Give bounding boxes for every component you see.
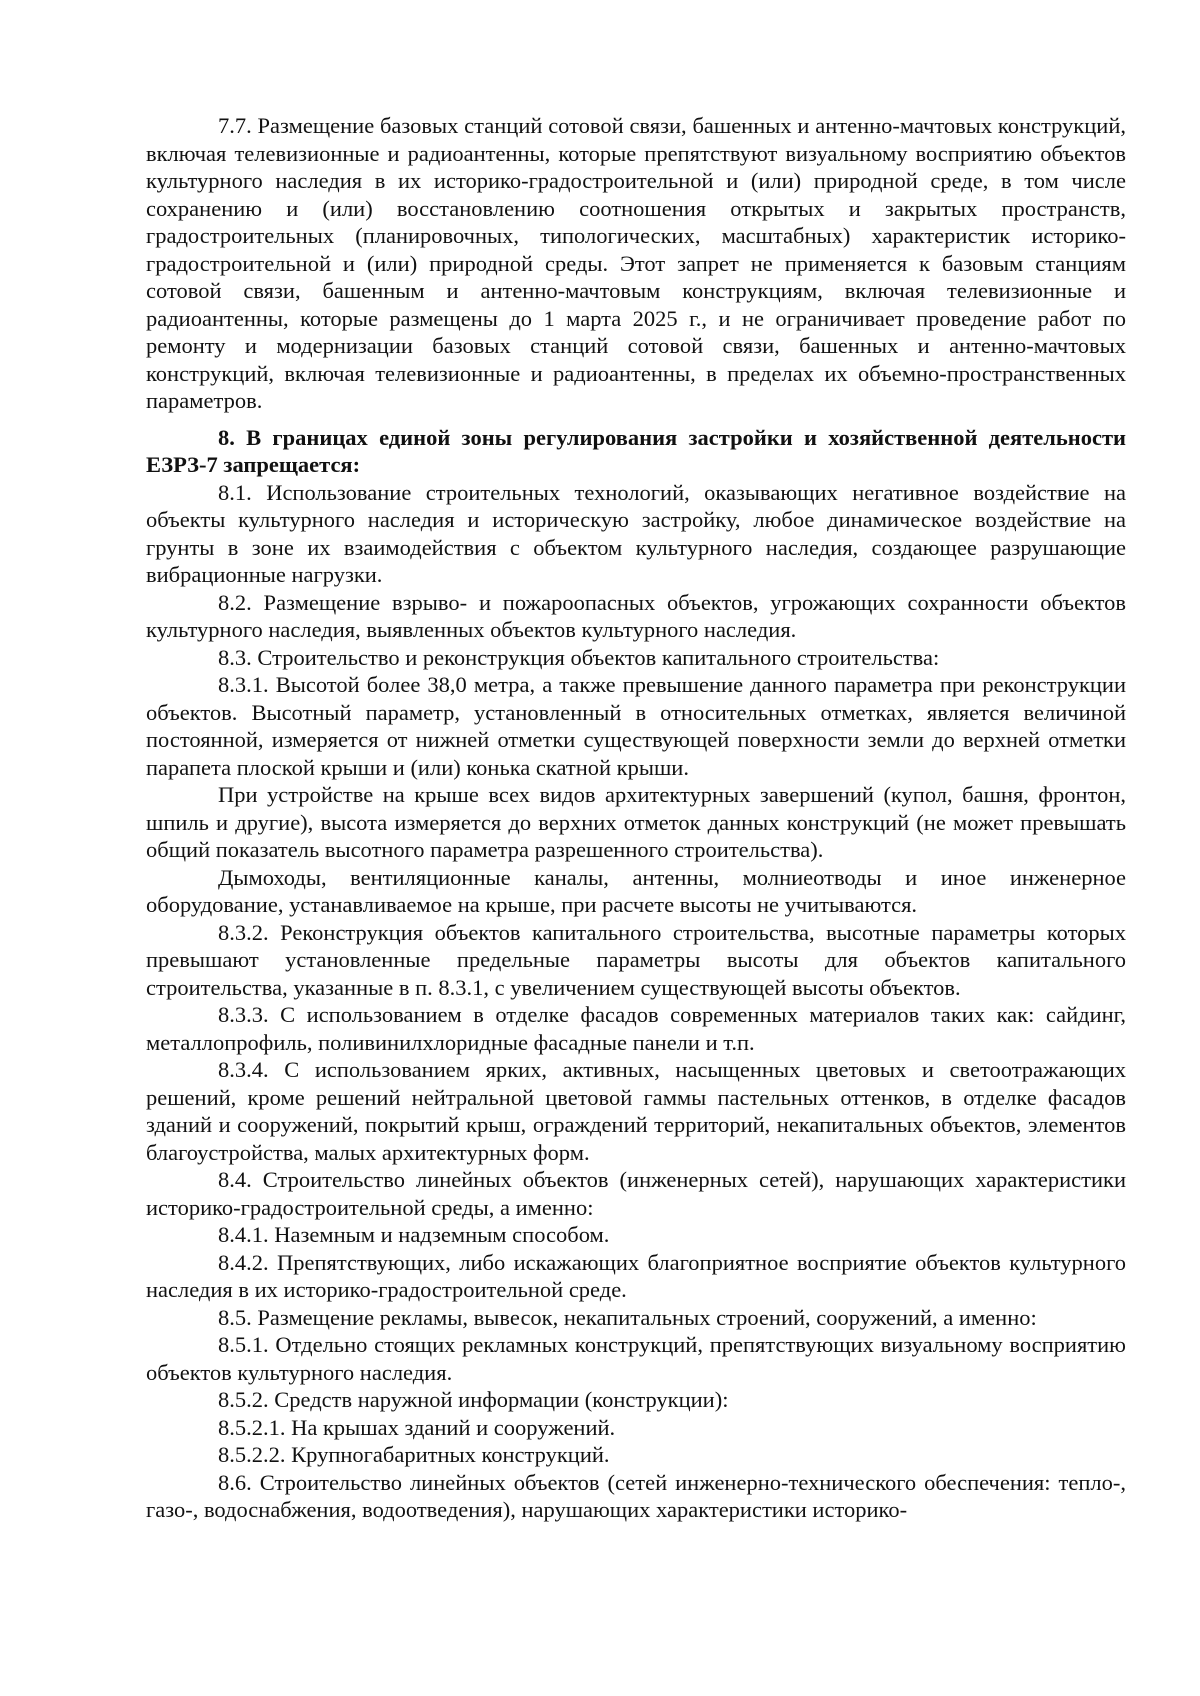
paragraph-8-5-2-2: 8.5.2.2. Крупногабаритных конструкций. [218, 1442, 610, 1467]
paragraph-8-4-1: 8.4.1. Наземным и надземным способом. [218, 1222, 610, 1247]
paragraph-8-2: 8.2. Размещение взрыво- и пожароопасных объектов, угрожающих сохранности объектов культурного наследия, выявленных объектов культурного наследия. [146, 589, 1126, 642]
paragraph-8-1: 8.1. Использование строительных технологий, оказывающих негативное воздействие на объекты культурного наследия и историческую застройку, любое динамическое воздействие на грунты в зоне их взаимодействия с объектом культурного наследия, создающее разрушающие вибрационные нагрузки. [146, 479, 1126, 587]
paragraph-8-3: 8.3. Строительство и реконструкция объектов капитального строительства: [218, 644, 940, 670]
paragraph-8-6: 8.6. Строительство линейных объектов (сетей инженерно-технического обеспечения: тепло-, газо-, водоснабжения, водоотведения), нарушающих характеристики историко- [146, 1469, 1126, 1522]
paragraph-8-5-2: 8.5.2. Средств наружной информации (конструкции): [218, 1387, 729, 1412]
paragraph-8-3-4: 8.3.4. С использованием ярких, активных, насыщенных цветовых и светоотражающих решений, кроме решений нейтральной цветовой гаммы пастельных оттенков, в отделке фасадов зданий и сооружений, покрытий крыш, ограждений территорий, некапитальных объектов, элементов благоустройства, малых архитектурных форм. [146, 1057, 1126, 1165]
paragraph-8-3-2: 8.3.2. Реконструкция объектов капитального строительства, высотные параметры которых превышают установленные предельные параметры высоты для объектов капитального строительства, указанные в п. 8.3.1, с увеличением существующей высоты объектов. [146, 919, 1126, 1000]
paragraph-8-3-1-chimneys: Дымоходы, вентиляционные каналы, антенны, молниеотводы и иное инженерное оборудование, устанавливаемое на крыше, при расчете высоты не учитываются. [146, 864, 1126, 917]
section-8-heading: 8. В границах единой зоны регулирования застройки и хозяйственной деятельности ЕЗРЗ-7 запрещается: [146, 424, 1126, 477]
paragraph-8-4-2: 8.4.2. Препятствующих, либо искажающих благоприятное восприятие объектов культурного наследия в их историко-градостроительной среде. [146, 1249, 1126, 1302]
paragraph-8-3-1-roof: При устройстве на крыше всех видов архитектурных завершений (купол, башня, фронтон, шпиль и другие), высота измеряется до верхних отметок данных конструкций (не может превышать общий показатель высотного параметра разрешенного строительства). [146, 782, 1126, 862]
paragraph-8-5-1: 8.5.1. Отдельно стоящих рекламных конструкций, препятствующих визуальному восприятию объектов культурного наследия. [146, 1332, 1126, 1385]
paragraph-8-3-3: 8.3.3. С использованием в отделке фасадов современных материалов таких как: сайдинг, металлопрофиль, поливинилхлоридные фасадные панели и т.п. [146, 1002, 1126, 1055]
paragraph-8-5-2-1: 8.5.2.1. На крышах зданий и сооружений. [218, 1414, 616, 1440]
paragraph-8-5: 8.5. Размещение рекламы, вывесок, некапитальных строений, сооружений, а именно: [218, 1304, 1037, 1330]
paragraph-8-4: 8.4. Строительство линейных объектов (инженерных сетей), нарушающих характеристики историко-градостроительной среды, а именно: [146, 1167, 1126, 1220]
paragraph-7-7: 7.7. Размещение базовых станций сотовой связи, башенных и антенно-мачтовых конструкций, включая телевизионные и радиоантенны, которые препятствуют визуальному восприятию объектов культурного наследия в их историко-градостроительной и (или) природной среде, в том числе сохранению и (или) восстановлению соотношения открытых и закрытых пространств, градостроительных (планировочных, типологических, масштабных) характеристик историко-градостроительной и (или) природной среды. Этот запрет не применяется к базовым станциям сотовой связи, башенным и антенно-мачтовым конструкциям, включая телевизионные и радиоантенны, которые размещены до 1 марта 2025 г., и не ограничивает проведение работ по ремонту и модернизации базовых станций сотовой связи, башенных и антенно-мачтовых конструкций, включая телевизионные и радиоантенны, в пределах их объемно-пространственных параметров. [146, 113, 1126, 413]
paragraph-8-3-1: 8.3.1. Высотой более 38,0 метра, а также превышение данного параметра при реконструкции объектов. Высотный параметр, установленный в относительных отметках, является величиной постоянной, измеряется от нижней отметки существующей поверхности земли до верхней отметки парапета плоской крыши и (или) конька скатной крыши. [146, 672, 1126, 780]
document-page [146, 112, 1126, 1524]
